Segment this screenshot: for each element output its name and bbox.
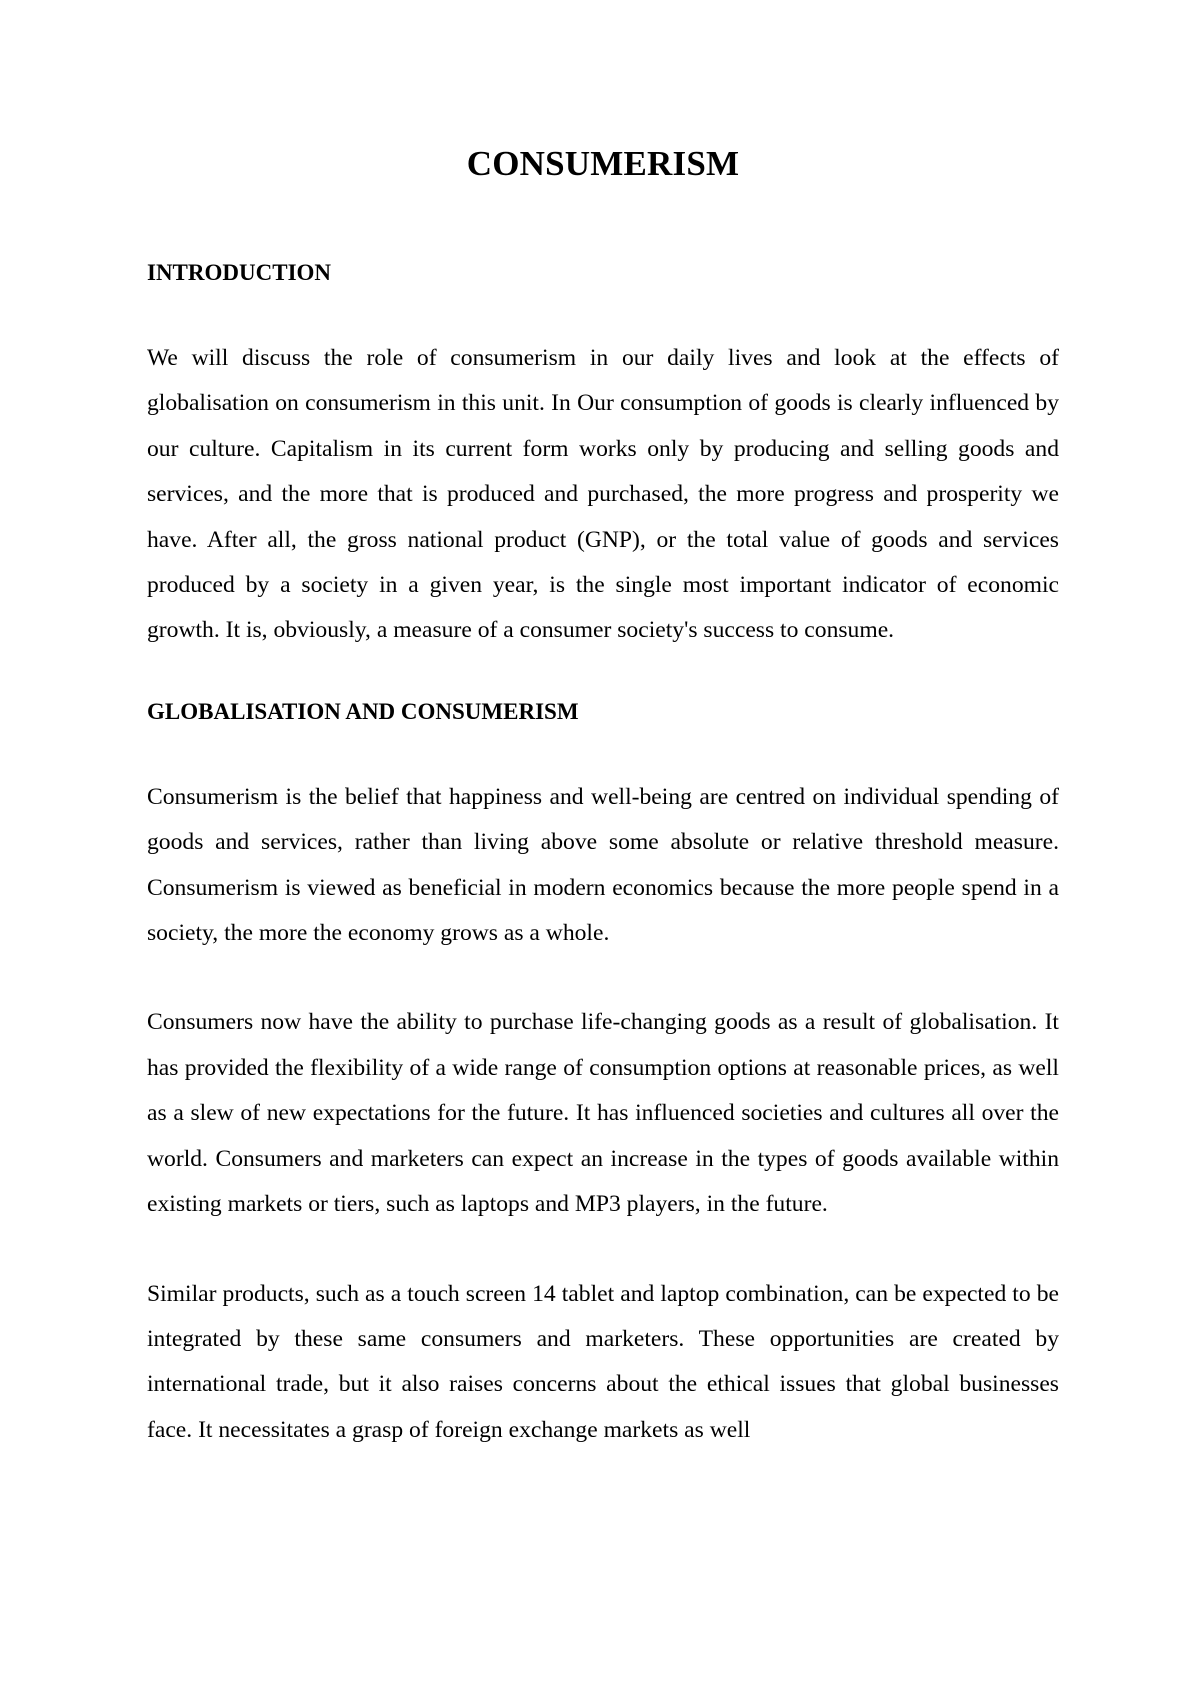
section-heading-introduction: INTRODUCTION xyxy=(147,260,332,285)
section-heading-globalisation: GLOBALISATION AND CONSUMERISM xyxy=(147,698,579,724)
document-body xyxy=(147,142,1059,1453)
globalisation-paragraph-2: Consumers now have the ability to purchase life-changing goods as a result of globalisation. It has provided the flexibility of a wide range of consumption options at reasonable prices, as well as a slew of new expectations for the future. It has influenced societies and cultures all over the world. Consumers and marketers can expect an increase in the types of goods available within existing markets or tiers, such as laptops and MP3 players, in the future. xyxy=(147,1009,1059,1218)
document-title: CONSUMERISM xyxy=(466,144,740,183)
globalisation-paragraph-3: Similar products, such as a touch screen 14 tablet and laptop combination, can be expected to be integrated by these same consumers and marketers. These opportunities are created by international trade, but it also raises concerns about the ethical issues that global businesses face. It necessitates a grasp of foreign exchange markets as well xyxy=(147,1280,1059,1443)
introduction-paragraph: We will discuss the role of consumerism in our daily lives and look at the effects of globalisation on consumerism in this unit. In Our consumption of goods is clearly influenced by our culture. Capitalism in its current form works only by producing and selling goods and services, and the more that is produced and purchased, the more progress and prosperity we have. After all, the gross national product (GNP), or the total value of goods and services produced by a society in a given year, is the single most important indicator of economic growth. It is, obviously, a measure of a consumer society's success to consume. xyxy=(147,345,1059,644)
globalisation-paragraph-1: Consumerism is the belief that happiness and well-being are centred on individual spending of goods and services, rather than living above some absolute or relative threshold measure. Consumerism is viewed as beneficial in modern economics because the more people spend in a society, the more the economy grows as a whole. xyxy=(147,783,1059,947)
